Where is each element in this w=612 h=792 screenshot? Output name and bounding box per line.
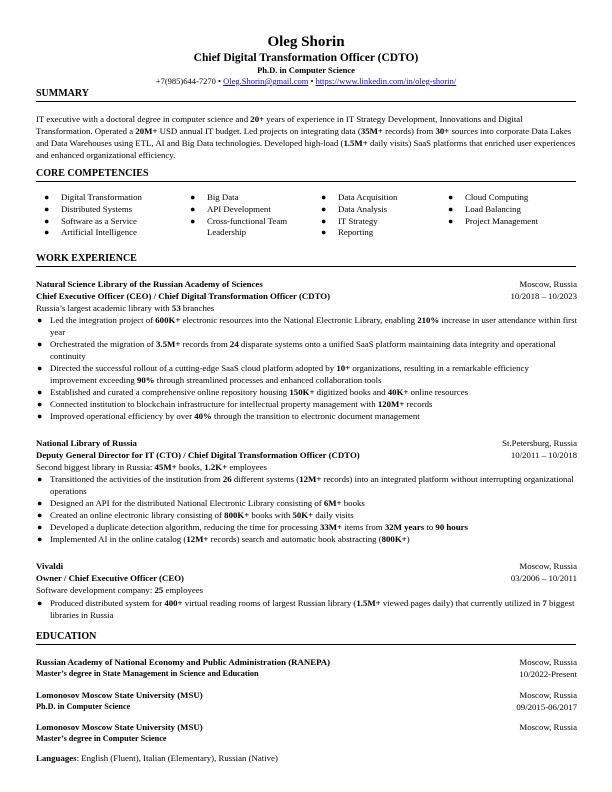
competency-item: ● Cloud Computing: [448, 192, 529, 202]
education-school-row: [36, 689, 577, 701]
languages-value: : English (Fluent), Italian (Elementary), Russian (Native): [76, 753, 278, 763]
list-item: ● Implemented AI in the online catalog (12M+ records) search and automatic book abstracting (800K+): [37, 534, 410, 544]
school-location: Moscow, Russia: [519, 657, 577, 667]
job-role: Chief Executive Officer (CEO) / Chief Digital Transformation Officer (CDTO): [36, 291, 331, 301]
school-name: Lomonosov Moscow State University (MSU): [36, 722, 203, 732]
degree-name: Ph.D. in Computer Science: [36, 702, 131, 711]
organization-name: National Library of Russia: [36, 438, 137, 448]
phone-number: +7(985)644-7270: [155, 76, 216, 86]
job-location: Moscow, Russia: [519, 279, 577, 289]
section-heading-education: EDUCATION: [36, 631, 576, 645]
competency-column: [313, 192, 433, 239]
competency-item: ● IT Strategy: [321, 215, 378, 226]
competency-column: [182, 192, 300, 239]
degree-name: Master’s degree in Computer Science: [36, 734, 167, 743]
competency-item: ● Load Balancing: [448, 203, 521, 214]
list-item: ● Created an online electronic library consisting of 800K+ books with 50K+ daily visits: [37, 510, 354, 520]
list-item: ● Established and curated a comprehensive online repository housing 150K+ digitized books and 40K+ online resources: [37, 387, 469, 397]
competency-column: [440, 192, 576, 227]
organization-name: Vivaldi: [36, 561, 64, 571]
job-location: St.Petersburg, Russia: [502, 438, 577, 448]
competency-item: ● Big Data: [190, 192, 239, 202]
separator: •: [215, 76, 224, 86]
job-achievements-list: [36, 473, 577, 545]
school-name: Lomonosov Moscow State University (MSU): [36, 690, 203, 700]
job-dates: 03/2006 – 10/2011: [510, 573, 577, 583]
competency-item: ● Cross-functional Team Leadership: [190, 215, 288, 238]
job-dates: 10/2018 – 10/2023: [510, 291, 577, 301]
list-item: ● Led the integration project of 600K+ electronic resources into the National Electronic Library, enabling 210% increase in user attendance within first year: [37, 315, 577, 337]
competency-item: ● Software as a Service: [44, 215, 137, 226]
school-name: Russian Academy of National Economy and Public Administration (RANEPA): [36, 657, 331, 667]
email-link[interactable]: Oleg.Shorin@gmail.com: [223, 76, 309, 86]
candidate-name: Oleg Shorin: [267, 34, 345, 50]
degree-dates: 10/2022-Present: [519, 669, 577, 679]
school-location: Moscow, Russia: [519, 722, 577, 732]
job-role-row: [36, 449, 577, 461]
job-achievements-list: [36, 597, 577, 621]
competency-item: ● Data Analysis: [321, 203, 388, 214]
job-role-row: [36, 572, 577, 584]
section-heading-competencies: CORE COMPETENCIES: [36, 168, 576, 182]
job-description: Russia’s largest academic library with 53 branches: [36, 303, 215, 313]
list-item: ● Developed a duplicate detection algorithm, reducing the time for processing 33M+ items from 32M years to 90 hours: [37, 522, 468, 532]
section-heading-summary: SUMMARY: [36, 88, 576, 102]
job-header-row: [36, 437, 577, 449]
candidate-title: Chief Digital Transformation Officer (CDTO): [193, 52, 419, 64]
job-role-row: [36, 290, 577, 302]
section-heading-experience: WORK EXPERIENCE: [36, 253, 576, 267]
education-degree-row: [36, 668, 577, 680]
organization-name: Natural Science Library of the Russian Academy of Sciences: [36, 279, 263, 289]
list-item: ● Orchestrated the migration of 3.5M+ records from 24 disparate systems onto a unified SaaS platform maintaining data integrity and operational continuity: [37, 339, 556, 361]
job-header-row: [36, 278, 577, 290]
degree-dates: 09/2015-06/2017: [516, 702, 577, 712]
job-dates: 10/2011 – 10/2018: [510, 450, 577, 460]
job-description: Second biggest library in Russia: 45M+ books, 1.2K+ employees: [36, 462, 267, 472]
list-item: ● Directed the successful rollout of a cutting-edge SaaS cloud platform adopted by 10+ organizations, resulting in a remarkable efficiency improvement exceeding 90% through streamlined processes and enhanced collaboration tools: [37, 363, 529, 385]
job-location: Moscow, Russia: [519, 561, 577, 571]
competency-item: ● Project Management: [448, 215, 539, 226]
list-item: ● Designed an API for the distributed National Electronic Library consisting of 6M+ books: [37, 498, 365, 508]
competency-item: ● Distributed Systems: [44, 203, 133, 214]
degree-name: Master’s degree in State Management in Science and Education: [36, 669, 259, 678]
job-description: Software development company: 25 employees: [36, 585, 204, 595]
job-header-row: [36, 560, 577, 572]
education-degree-row: [36, 733, 577, 745]
candidate-degree: Ph.D. in Computer Science: [257, 65, 355, 75]
competency-item: ● Data Acquisition: [321, 192, 398, 202]
job-role: Deputy General Director for IT (CTO) / Chief Digital Transformation Officer (CDTO): [36, 450, 360, 460]
contact-line: [0, 76, 612, 87]
competency-item: ● Reporting: [321, 227, 374, 238]
education-degree-row: [36, 701, 577, 713]
languages-label: Languages: [36, 753, 77, 763]
list-item: ● Transitioned the activities of the institution from 26 different systems (12M+ records) into an integrated platform without interrupting organizational operations: [37, 474, 574, 496]
competency-item: ● Artificial Intelligence: [44, 227, 137, 238]
summary-paragraph: IT executive with a doctoral degree in computer science and 20+ years of experience in IT Strategy Development, Innovations and Digital Transformation. Operated a 20M+ USD annual IT budget. Led projects on integrating data (35M+ records) from 30+ sources into corporate Data Lakes and Data Warehouses using ETL, AI and Big Data technologies. Developed high-load (1.5M+ daily visits) SaaS platforms that enriched user experiences and enhanced organizational efficiency.: [36, 114, 576, 160]
languages-row: [36, 752, 577, 764]
job-role: Owner / Chief Executive Officer (CEO): [36, 573, 184, 583]
competency-column: [36, 192, 176, 239]
competency-item: ● API Development: [190, 203, 271, 214]
list-item: ● Produced distributed system for 400+ virtual reading rooms of largest Russian library (1.5M+ viewed pages daily) that currently utilized in 7 biggest libraries in Russia: [37, 598, 575, 620]
linkedin-link[interactable]: https://www.linkedin.com/in/oleg-shorin/: [315, 76, 457, 86]
education-school-row: [36, 721, 577, 733]
school-location: Moscow, Russia: [519, 690, 577, 700]
job-achievements-list: [36, 314, 577, 422]
list-item: ● Improved operational efficiency by over 40% through the transition to electronic document management: [37, 411, 420, 421]
competency-item: ● Digital Transformation: [44, 192, 142, 202]
list-item: ● Connected institution to blockchain infrastructure for intellectual property management with 120M+ records: [37, 399, 433, 409]
separator: •: [308, 76, 316, 86]
education-school-row: [36, 656, 577, 668]
